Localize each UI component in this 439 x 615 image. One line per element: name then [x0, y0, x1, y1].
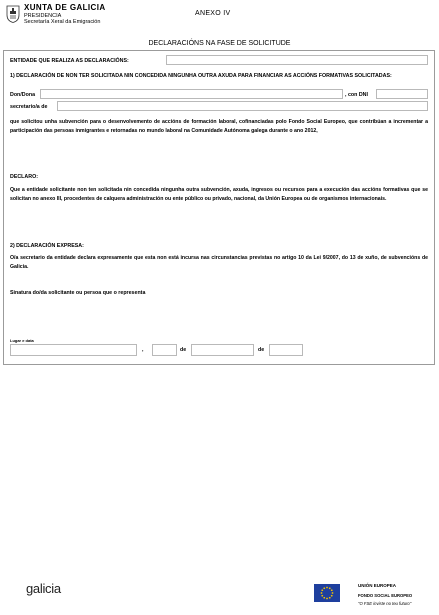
eu-star-icon — [321, 592, 323, 594]
dni-label: , con DNI — [345, 92, 368, 98]
secretario-field[interactable] — [57, 101, 428, 111]
eu-flag-icon — [314, 584, 340, 602]
eu-star-icon — [323, 597, 325, 599]
page-title: DECLARACIÓNS NA FASE DE SOLICITUDE — [148, 40, 291, 47]
section2-text: O/a secretario da entidade declara expresamente que esta non está incursa nas circunstancias previstas no artigo 10 da Lei 9/2007, do 13 de xuño, de subvencións de Galicia. — [10, 255, 428, 270]
eu-star-icon — [326, 598, 328, 600]
section2-title: 2) DECLARACIÓN EXPRESA: — [10, 243, 84, 249]
galicia-logo: galicia — [26, 581, 61, 596]
de-label-1: de — [180, 347, 187, 353]
declaro-label: DECLARO: — [10, 174, 38, 180]
eu-star-icon — [321, 589, 323, 591]
annex-label: ANEXO IV — [195, 10, 231, 17]
secretario-label: secretario/a de — [10, 104, 48, 110]
day-field[interactable] — [152, 344, 177, 356]
de-label-2: de — [258, 347, 265, 353]
eu-union-label: UNIÓN EUROPEA — [358, 583, 397, 588]
place-field[interactable] — [10, 344, 137, 356]
month-field[interactable] — [191, 344, 254, 356]
year-field[interactable] — [269, 344, 303, 356]
dni-field[interactable] — [376, 89, 428, 99]
logo-subtitle-presidencia: PRESIDENCIA — [24, 13, 62, 19]
signature-label: Sinatura do/da solicitante ou persoa que o representa — [10, 290, 146, 296]
eu-star-icon — [321, 595, 323, 597]
eu-star-icon — [329, 587, 331, 589]
don-dona-field[interactable] — [40, 89, 343, 99]
eu-star-icon — [331, 595, 333, 597]
eu-fund-label: FONDO SOCIAL EUROPEO — [358, 593, 413, 598]
don-dona-label: Don/Dona — [10, 92, 36, 98]
eu-star-icon — [326, 587, 328, 589]
comma-separator: , — [142, 347, 144, 353]
entity-field[interactable] — [166, 55, 428, 65]
eu-star-icon — [331, 589, 333, 591]
entity-label: ENTIDADE QUE REALIZA AS DECLARACIÓNS: — [10, 58, 129, 64]
eu-slogan: "O FSE inviste no teu futuro" — [358, 601, 412, 606]
section1-title: 1) DECLARACIÓN DE NON TER SOLICITADA NIN CONCEDIDA NINGUNHA OUTRA AXUDA PARA FINANCIAR AS ACCIÓNS FORMATIVAS SOLICITADAS: — [10, 73, 392, 79]
eu-star-icon — [332, 592, 334, 594]
eu-star-icon — [329, 597, 331, 599]
place-date-label: Lugar e data — [10, 338, 34, 343]
eu-star-icon — [323, 587, 325, 589]
logo-subtitle-secretaria: Secretaría Xeral da Emigración — [24, 19, 101, 25]
section1-text: que solicitou unha subvención para o desenvolvemento de accións de formación laboral, cofinanciadas polo Fondo Social Europeo, que contribúan a incrementar a participación das persoas inmigrantes e retornadas no mundo laboral na Comunidade Autónoma galega durante o ano 2012, — [10, 119, 428, 134]
logo-title: XUNTA DE GALICIA — [24, 3, 106, 12]
declaro-text: Que a entidade solicitante non ten solicitada nin concedida ningunha outra subvención, axuda, ingresos ou recursos para a execución das accións formativas que se solicitan no anexo III, procedentes de calquera administración ou ente público ou privado, nacional, da Unión Europea ou de organismos internacionais. — [10, 187, 428, 202]
xunta-emblem-icon — [6, 5, 20, 23]
